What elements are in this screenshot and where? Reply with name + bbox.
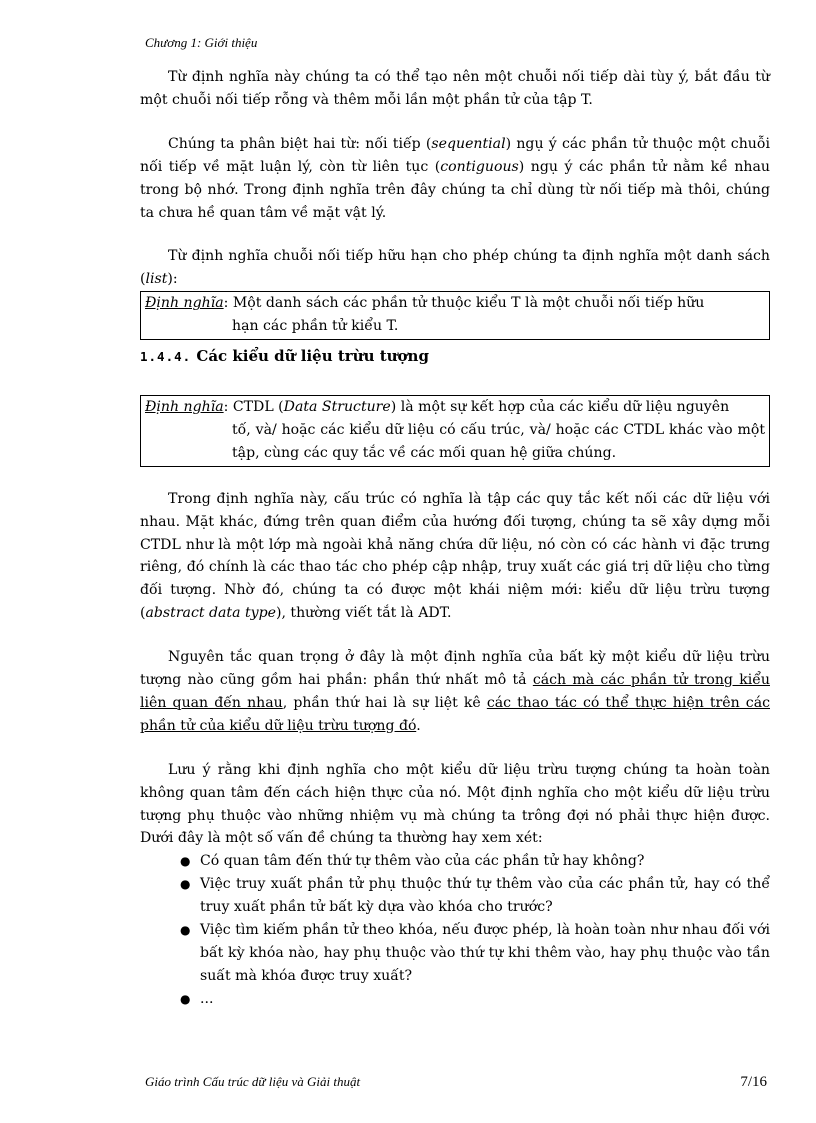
section-heading	[140, 345, 770, 369]
footer-title: Giáo trình Cấu trúc dữ liệu và Giải thuật	[145, 1074, 361, 1089]
running-header: Chương 1: Giới thiệu	[145, 35, 258, 50]
text: : CTDL (	[223, 398, 284, 415]
list-item	[180, 919, 770, 988]
definition-line	[145, 292, 765, 315]
text: : Một danh sách các phần tử thuộc kiểu T là một chuỗi nối tiếp hữu	[223, 295, 705, 312]
text: Từ định nghĩa chuỗi nối tiếp hữu hạn cho phép chúng ta định nghĩa một danh sách (	[140, 248, 770, 288]
list-item	[180, 850, 770, 873]
underlined-phrase: cách mà các phần tử trong kiểu liên quan đến nhau	[140, 672, 770, 711]
bullet-icon: ●	[180, 877, 191, 892]
text: .	[416, 717, 421, 734]
text: ) ngụ ý các phần tử nằm kề nhau trong bộ nhớ. Trong định nghĩa trên đây chúng ta chỉ dùng từ nối tiếp mà thôi, chúng ta chưa hề quan tâm về mặt vật lý.	[140, 158, 770, 221]
definition-continuation: hạn các phần tử kiểu T.	[232, 318, 399, 335]
section-title: Các kiểu dữ liệu trừu tượng	[196, 347, 429, 366]
text: ) là một sự kết hợp của các kiểu dữ liệu nguyên	[390, 398, 730, 415]
definition-box-list	[140, 291, 770, 340]
definition-line	[145, 396, 765, 419]
text: Nguyên tắc quan trọng ở đây là một định nghĩa của bất kỳ một kiểu dữ liệu trừu tượng nào cũng gồm hai phần: phần thứ nhất mô tả	[140, 649, 770, 689]
paragraph-1: Từ định nghĩa này chúng ta có thể tạo nên một chuỗi nối tiếp dài tùy ý, bắt đầu từ một chuỗi nối tiếp rỗng và thêm mỗi lần một phần tử của tập T.	[140, 69, 770, 108]
term-contiguous: contiguous	[440, 158, 519, 175]
question-list	[140, 850, 770, 1010]
definition-term: Định nghĩa	[145, 295, 224, 312]
term-sequential: sequential	[431, 135, 506, 152]
paragraph-6: Lưu ý rằng khi định nghĩa cho một kiểu dữ liệu trừu tượng chúng ta hoàn toàn không quan tâm đến cách hiện thực của nó. Một định nghĩa cho một kiểu dữ liệu trừu tượng phụ thuộc vào những nhiệm vụ mà chúng ta trông đợi nó phải thực hiện được. Dưới đây là một số vấn đề chúng ta thường hay xem xét:	[140, 761, 770, 847]
section-number: 1.4.4.	[140, 349, 192, 365]
term-list: list	[145, 271, 168, 288]
bullet-icon: ●	[180, 854, 191, 869]
paragraph-3	[140, 245, 770, 291]
bullet-icon: ●	[180, 991, 191, 1006]
list-item-text: Việc truy xuất phần tử phụ thuộc thứ tự thêm vào của các phần tử, hay có thể truy xuất phần tử bất kỳ dựa vào khóa cho trước?	[200, 876, 770, 916]
text: , phần thứ hai là sự liệt kê	[282, 694, 487, 711]
definition-term: Định nghĩa	[145, 398, 224, 415]
text: ) ngụ ý các phần tử thuộc một chuỗi nối tiếp về mặt luận lý, còn từ liên tục (	[140, 135, 770, 175]
text: ):	[167, 271, 178, 288]
paragraph-4	[140, 488, 770, 625]
page-number: 7/16	[740, 1074, 767, 1090]
definition-continuation: tố, và/ hoặc các kiểu dữ liệu có cấu trúc, và/ hoặc các CTDL khác vào một tập, cùng các quy tắc về các mối quan hệ giữa chúng.	[232, 421, 765, 461]
list-item-text: Việc tìm kiếm phần tử theo khóa, nếu được phép, là hoàn toàn như nhau đối với bất kỳ khóa nào, hay phụ thuộc vào thứ tự khi thêm vào, hay phụ thuộc vào tần suất mà khóa được truy xuất?	[200, 922, 770, 984]
text: Trong định nghĩa này, cấu trúc có nghĩa là tập các quy tắc kết nối các dữ liệu với nhau. Mặt khác, đứng trên quan điểm của hướng đối tượng, chúng ta sẽ xây dựng mỗi CTDL như là một lớp mà ngoài khả năng chứa dữ liệu, nó còn có các hành vi đặc trưng riêng, đó chính là các thao tác cho phép cập nhập, truy xuất các giá trị dữ liệu cho từng đối tượng. Nhờ đó, chúng ta có được một khái niệm mới: kiểu dữ liệu trừu tượng (	[140, 490, 770, 622]
term-adt: abstract data type	[145, 605, 276, 622]
definition-box-ctdl	[140, 395, 770, 467]
list-item	[180, 873, 770, 919]
underlined-phrase: các thao tác có thể thực hiện trên các phần tử của kiểu dữ liệu trừu tượng đó	[140, 694, 770, 734]
list-item	[180, 988, 770, 1011]
page-content	[140, 66, 770, 1011]
paragraph-5	[140, 646, 770, 738]
list-item-text: ...	[200, 990, 214, 1007]
running-footer	[145, 1074, 767, 1090]
term-data-structure: Data Structure	[283, 398, 391, 415]
text: Chúng ta phân biệt hai từ: nối tiếp (	[168, 135, 432, 152]
list-item-text: Có quan tâm đến thứ tự thêm vào của các phần tử hay không?	[200, 853, 645, 870]
paragraph-2	[140, 133, 770, 225]
bullet-icon: ●	[180, 923, 191, 938]
text: ), thường viết tắt là ADT.	[275, 605, 452, 622]
